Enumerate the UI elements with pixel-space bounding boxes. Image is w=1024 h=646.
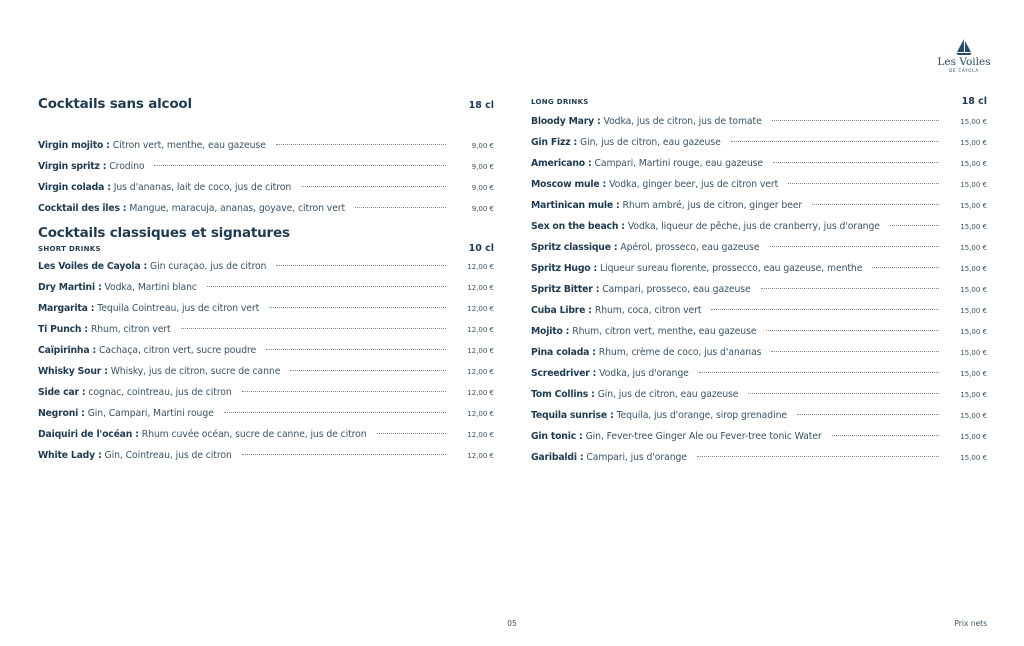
item-description: Apérol, prosseco, eau gazeuse <box>620 242 760 253</box>
dot-leader <box>697 456 939 457</box>
item-description: Rhum, citron vert, menthe, eau gazeuse <box>572 326 757 337</box>
list-short-drinks <box>38 256 494 466</box>
item-name: Pina colada : <box>531 347 596 358</box>
list-long-drinks <box>531 111 987 468</box>
item-name: Gin tonic : <box>531 431 583 442</box>
item-name: Spritz Bitter : <box>531 284 600 295</box>
item-description: Vodka, jus de citron, jus de tomate <box>603 116 762 127</box>
menu-item <box>531 321 987 342</box>
item-price: 15,00 € <box>960 412 987 420</box>
item-name: Spritz classique : <box>531 242 618 253</box>
item-price: 15,00 € <box>960 433 987 441</box>
dot-leader <box>797 414 939 415</box>
item-description: Vodka, ginger beer, jus de citron vert <box>609 179 779 190</box>
menu-item <box>38 382 494 403</box>
item-price: 15,00 € <box>960 349 987 357</box>
right-column <box>531 96 987 468</box>
item-description: Gin, Campari, Martini rouge <box>87 408 214 419</box>
serving-size: 18 cl <box>961 96 987 107</box>
item-description: Gin, Cointreau, jus de citron <box>104 450 232 461</box>
dot-leader <box>207 286 446 287</box>
item-name: Whisky Sour : <box>38 366 108 377</box>
item-description: Rhum, citron vert <box>90 324 171 335</box>
item-description: Rhum, crème de coco, jus d'ananas <box>598 347 762 358</box>
menu-item <box>38 135 494 156</box>
serving-size: 18 cl <box>468 100 494 111</box>
menu-item <box>38 445 494 466</box>
item-price: 12,00 € <box>467 347 494 355</box>
brand-logo <box>936 38 992 73</box>
dot-leader <box>276 144 446 145</box>
item-name: Tequila sunrise : <box>531 410 614 421</box>
item-name: Martinican mule : <box>531 200 620 211</box>
dot-leader <box>276 265 446 266</box>
item-price: 15,00 € <box>960 454 987 462</box>
item-price: 12,00 € <box>467 452 494 460</box>
item-price: 15,00 € <box>960 118 987 126</box>
dot-leader <box>154 165 446 166</box>
dot-leader <box>699 372 939 373</box>
item-name: Daiquiri de l'océan : <box>38 429 139 440</box>
section-title: Cocktails classiques et signatures <box>38 225 290 241</box>
dot-leader <box>890 225 939 226</box>
dot-leader <box>832 435 939 436</box>
item-price: 9,00 € <box>471 205 494 213</box>
menu-item <box>38 340 494 361</box>
item-name: Virgin spritz : <box>38 161 107 172</box>
item-price: 12,00 € <box>467 326 494 334</box>
item-description: Vodka, Martini blanc <box>104 282 197 293</box>
dot-leader <box>377 433 446 434</box>
item-price: 15,00 € <box>960 244 987 252</box>
item-price: 15,00 € <box>960 370 987 378</box>
menu-item <box>38 198 494 219</box>
menu-item <box>38 424 494 445</box>
price-note: Prix nets <box>954 619 987 628</box>
item-price: 12,00 € <box>467 305 494 313</box>
item-description: Crodino <box>109 161 145 172</box>
menu-item <box>38 298 494 319</box>
menu-item <box>531 237 987 258</box>
subsection-header-long-drinks <box>531 96 987 107</box>
item-description: Citron vert, menthe, eau gazeuse <box>112 140 266 151</box>
item-description: Campari, Martini rouge, eau gazeuse <box>594 158 764 169</box>
item-price: 15,00 € <box>960 286 987 294</box>
item-price: 15,00 € <box>960 139 987 147</box>
page-number: 05 <box>507 619 517 628</box>
menu-item <box>38 403 494 424</box>
menu-item <box>531 258 987 279</box>
item-name: Virgin mojito : <box>38 140 110 151</box>
menu-item <box>531 342 987 363</box>
item-price: 9,00 € <box>471 142 494 150</box>
item-price: 15,00 € <box>960 202 987 210</box>
item-name: Bloody Mary : <box>531 116 601 127</box>
dot-leader <box>766 330 939 331</box>
menu-item <box>531 426 987 447</box>
subsection-title: LONG DRINKS <box>531 98 589 106</box>
item-description: Campari, prosseco, eau gazeuse <box>602 284 751 295</box>
menu-item <box>38 361 494 382</box>
item-name: Ti Punch : <box>38 324 88 335</box>
logo-subtitle: DE CAYOLA <box>949 68 979 73</box>
menu-item <box>531 111 987 132</box>
menu-item <box>531 384 987 405</box>
item-name: Americano : <box>531 158 592 169</box>
item-name: Screedriver : <box>531 368 597 379</box>
menu-item <box>531 174 987 195</box>
item-description: Whisky, jus de citron, sucre de canne <box>110 366 281 377</box>
item-name: White Lady : <box>38 450 102 461</box>
item-name: Garibaldi : <box>531 452 584 463</box>
item-name: Cuba Libre : <box>531 305 592 316</box>
dot-leader <box>748 393 939 394</box>
item-description: Gin, Fever-tree Ginger Ale ou Fever-tree tonic Water <box>585 431 822 442</box>
section-header-classiques <box>38 225 494 241</box>
dot-leader <box>770 246 940 247</box>
menu-item <box>38 177 494 198</box>
item-description: Tequila, jus d'orange, sirop grenadine <box>616 410 787 421</box>
menu-item <box>531 153 987 174</box>
item-description: Rhum ambré, jus de citron, ginger beer <box>622 200 803 211</box>
item-description: Rhum, coca, citron vert <box>594 305 702 316</box>
item-price: 15,00 € <box>960 223 987 231</box>
dot-leader <box>224 412 446 413</box>
list-sans-alcool <box>38 135 494 219</box>
dot-leader <box>242 391 446 392</box>
item-name: Virgin colada : <box>38 182 111 193</box>
dot-leader <box>772 120 939 121</box>
item-price: 12,00 € <box>467 431 494 439</box>
item-price: 12,00 € <box>467 368 494 376</box>
item-description: Liqueur sureau fiorente, prossecco, eau gazeuse, menthe <box>600 263 863 274</box>
left-column <box>38 96 494 466</box>
item-name: Caïpirinha : <box>38 345 96 356</box>
menu-item <box>38 277 494 298</box>
item-name: Negroni : <box>38 408 85 419</box>
dot-leader <box>872 267 939 268</box>
menu-item <box>531 279 987 300</box>
item-name: Side car : <box>38 387 86 398</box>
item-description: Gin, jus de citron, eau gazeuse <box>580 137 721 148</box>
menu-item <box>531 216 987 237</box>
dot-leader <box>771 351 939 352</box>
item-price: 12,00 € <box>467 284 494 292</box>
item-price: 12,00 € <box>467 263 494 271</box>
logo-name: Les Voiles <box>937 56 991 68</box>
menu-item <box>531 195 987 216</box>
item-description: Vodka, jus d'orange <box>599 368 689 379</box>
item-description: Cachaça, citron vert, sucre poudre <box>98 345 257 356</box>
sailboat-icon <box>954 38 974 56</box>
item-price: 15,00 € <box>960 391 987 399</box>
item-price: 15,00 € <box>960 181 987 189</box>
dot-leader <box>773 162 939 163</box>
dot-leader <box>266 349 446 350</box>
menu-item <box>531 132 987 153</box>
item-price: 12,00 € <box>467 389 494 397</box>
subsection-header-short-drinks <box>38 243 494 254</box>
item-price: 12,00 € <box>467 410 494 418</box>
item-price: 15,00 € <box>960 265 987 273</box>
dot-leader <box>181 328 446 329</box>
item-name: Mojito : <box>531 326 570 337</box>
item-name: Cocktail des îles : <box>38 203 127 214</box>
item-name: Dry Martini : <box>38 282 102 293</box>
item-description: Campari, jus d'orange <box>586 452 687 463</box>
menu-item <box>38 256 494 277</box>
item-price: 15,00 € <box>960 307 987 315</box>
item-description: Tequila Cointreau, jus de citron vert <box>97 303 260 314</box>
menu-item <box>531 405 987 426</box>
item-price: 9,00 € <box>471 163 494 171</box>
dot-leader <box>301 186 446 187</box>
dot-leader <box>290 370 446 371</box>
item-description: Vodka, liqueur de pêche, jus de cranberry, jus d'orange <box>627 221 880 232</box>
item-name: Tom Collins : <box>531 389 595 400</box>
item-description: Rhum cuvée océan, sucre de canne, jus de citron <box>141 429 367 440</box>
item-description: Gin, jus de citron, eau gazeuse <box>597 389 739 400</box>
section-header-sans-alcool <box>38 96 494 112</box>
item-price: 9,00 € <box>471 184 494 192</box>
serving-size: 10 cl <box>468 243 494 254</box>
menu-item <box>38 156 494 177</box>
menu-item <box>531 300 987 321</box>
dot-leader <box>788 183 939 184</box>
menu-item <box>38 319 494 340</box>
dot-leader <box>731 141 939 142</box>
dot-leader <box>355 207 446 208</box>
item-name: Les Voiles de Cayola : <box>38 261 147 272</box>
subsection-title: SHORT DRINKS <box>38 245 101 253</box>
item-name: Margarita : <box>38 303 95 314</box>
item-price: 15,00 € <box>960 160 987 168</box>
item-name: Spritz Hugo : <box>531 263 598 274</box>
item-description: cognac, cointreau, jus de citron <box>88 387 232 398</box>
item-description: Jus d'ananas, lait de coco, jus de citron <box>113 182 292 193</box>
item-name: Moscow mule : <box>531 179 607 190</box>
dot-leader <box>242 454 446 455</box>
section-title: Cocktails sans alcool <box>38 96 192 112</box>
dot-leader <box>711 309 939 310</box>
dot-leader <box>761 288 939 289</box>
item-price: 15,00 € <box>960 328 987 336</box>
menu-item <box>531 447 987 468</box>
dot-leader <box>812 204 939 205</box>
item-name: Sex on the beach : <box>531 221 625 232</box>
item-description: Mangue, maracuja, ananas, goyave, citron vert <box>129 203 346 214</box>
menu-item <box>531 363 987 384</box>
dot-leader <box>269 307 446 308</box>
item-description: Gin curaçao, jus de citron <box>150 261 267 272</box>
item-name: Gin Fizz : <box>531 137 577 148</box>
